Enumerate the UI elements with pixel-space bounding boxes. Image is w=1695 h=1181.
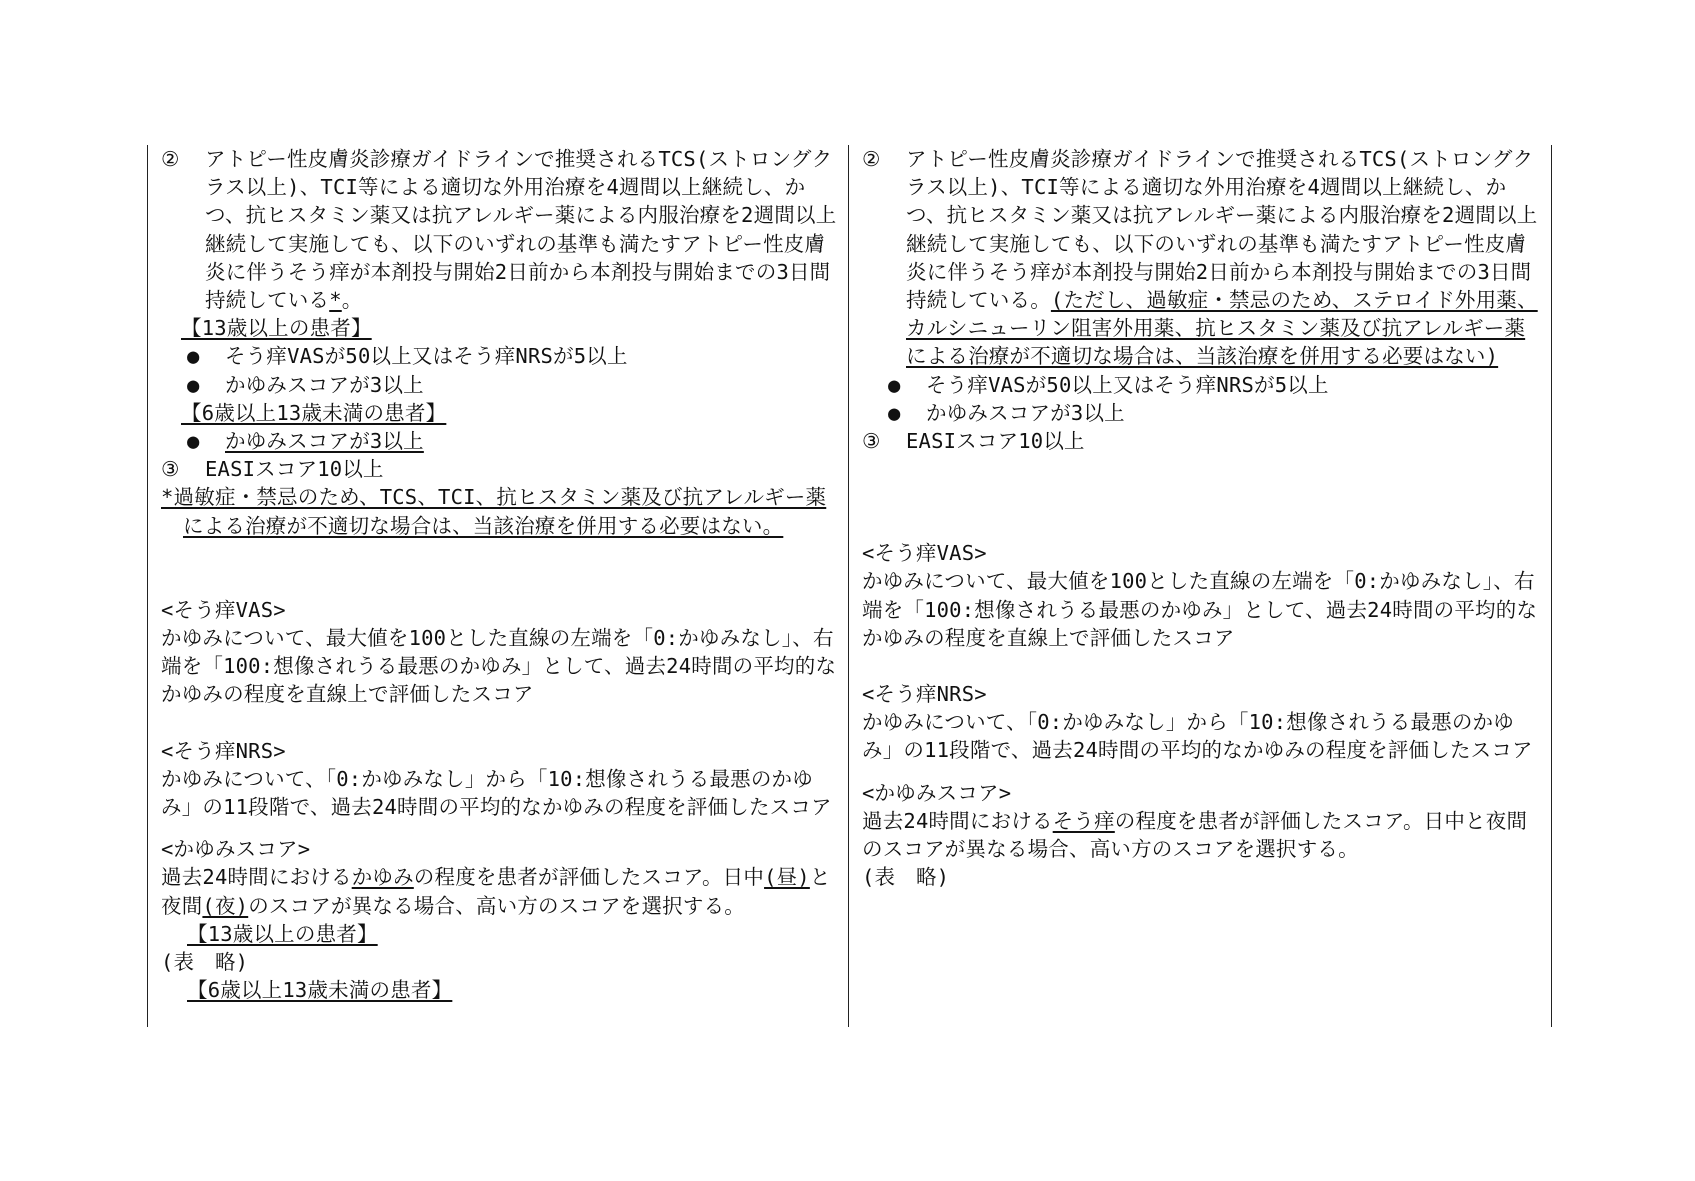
left-vas-title: <そう痒VAS> (161, 597, 286, 622)
right-item-2: ② アトピー性皮膚炎診療ガイドラインで推奨されるTCS(ストロングクラス以上)、TCI等による適切な外用治療を4週間以上継続し、かつ、抗ヒスタミン薬又は抗アレルギー薬による内服治療を2週間以上継続して実施しても、以下のいずれの基準も満たすアトピー性皮膚炎に伴うそう痒が本剤投与開始2日前から本剤投与開始までの3日間持続している。(ただし、過敏症・禁忌のため、ステロイド外用薬、カルシニューリン阻害外用薬、抗ヒスタミン薬及び抗アレルギー薬による治療が不適切な場合は、当該治療を併用する必要はない) (862, 147, 1538, 369)
left-column (161, 145, 841, 1027)
left-item-2-end: 。 (341, 288, 363, 313)
right-item-2-note: (ただし、過敏症・禁忌のため、ステロイド外用薬、カルシニューリン阻害外用薬、抗ヒスタミン薬及び抗アレルギー薬による治療が不適切な場合は、当該治療を併用する必要はない) (906, 288, 1538, 369)
left-itch-group2: 【6歳以上13歳未満の患者】 (187, 978, 453, 1003)
bullet-icon: ● (187, 429, 200, 454)
left-item-2-asterisk: * (329, 288, 342, 313)
left-nrs-text: かゆみについて、「0:かゆみなし」から「10:想像されうる最悪のかゆみ」の11段階で、過去24時間の平均的なかゆみの程度を評価したスコア (161, 766, 832, 820)
left-item-2-text: アトピー性皮膚炎診療ガイドラインで推奨されるTCS(ストロングクラス以上)、TCI等による適切な外用治療を4週間以上継続し、かつ、抗ヒスタミン薬又は抗アレルギー薬による内服治療を2週間以上継続して実施しても、以下のいずれの基準も満たすアトピー性皮膚炎に伴うそう痒が本剤投与開始2日前から本剤投与開始までの3日間持続している (205, 147, 837, 313)
left-itch-group1: 【13歳以上の患者】 (187, 921, 378, 946)
bullet-icon: ● (187, 344, 200, 369)
right-column (862, 145, 1542, 1027)
left-group2-header: 【6歳以上13歳未満の患者】 (181, 400, 447, 425)
right-bullet: ● かゆみスコアが3以上 (862, 399, 1542, 427)
left-item-2 (161, 145, 841, 314)
left-group2-bullet: ● かゆみスコアが3以上 (161, 427, 841, 455)
right-vas-text: かゆみについて、最大値を100とした直線の左端を「0:かゆみなし」、右端を「100:想像されうる最悪のかゆみ」として、過去24時間の平均的なかゆみの程度を直線上で評価したスコア (862, 569, 1538, 650)
right-bullet: ● そう痒VASが50以上又はそう痒NRSが5以上 (862, 371, 1542, 399)
table-divider (848, 145, 849, 1027)
bullet-icon: ● (187, 372, 200, 397)
left-group1-bullet: ● そう痒VASが50以上又はそう痒NRSが5以上 (161, 342, 841, 370)
left-item-3: ③ EASIスコア10以上 (161, 457, 384, 482)
left-footnote: *過敏症・禁忌のため、TCS、TCI、抗ヒスタミン薬及び抗アレルギー薬による治療が不適切な場合は、当該治療を併用する必要はない。 (161, 485, 827, 538)
left-nrs-title: <そう痒NRS> (161, 738, 286, 763)
left-group1-bullet: ● かゆみスコアが3以上 (161, 371, 841, 399)
left-table-omitted: (表 略) (161, 950, 249, 975)
left-item-2-mark: ② (161, 147, 180, 171)
left-group1-header: 【13歳以上の患者】 (181, 316, 372, 341)
right-nrs-title: <そう痒NRS> (862, 682, 987, 707)
right-nrs-text: かゆみについて、「0:かゆみなし」から「10:想像されうる最悪のかゆみ」の11段階で、過去24時間の平均的なかゆみの程度を評価したスコア (862, 710, 1533, 763)
left-vas-text: かゆみについて、最大値を100とした直線の左端を「0:かゆみなし」、右端を「100:想像されうる最悪のかゆみ」として、過去24時間の平均的なかゆみの程度を直線上で評価したスコア (161, 626, 837, 707)
bullet-icon: ● (888, 400, 901, 425)
right-itch-title: <かゆみスコア> (862, 780, 1012, 805)
right-vas-title: <そう痒VAS> (862, 541, 987, 566)
comparison-table (147, 145, 1552, 1027)
right-item-2-text: アトピー性皮膚炎診療ガイドラインで推奨されるTCS(ストロングクラス以上)、TCI等による適切な外用治療を4週間以上継続し、かつ、抗ヒスタミン薬又は抗アレルギー薬による内服治療を2週間以上継続して実施しても、以下のいずれの基準も満たすアトピー性皮膚炎に伴うそう痒が本剤投与開始2日前から本剤投与開始までの3日間持続している。 (906, 147, 1538, 313)
table-border-right (1551, 145, 1552, 1027)
table-border-left (147, 145, 148, 1027)
right-table-omitted: (表 略) (862, 865, 950, 890)
right-itch-text: 過去24時間におけるそう痒の程度を患者が評価したスコア。日中と夜間のスコアが異なる場合、高い方のスコアを選択する。 (862, 808, 1528, 862)
left-itch-title: <かゆみスコア> (161, 837, 311, 862)
left-itch-text: 過去24時間におけるかゆみの程度を患者が評価したスコア。日中(昼)と夜間(夜)のスコアが異なる場合、高い方のスコアを選択する。 (161, 865, 831, 918)
right-item-3: ③ EASIスコア10以上 (862, 429, 1085, 454)
bullet-icon: ● (888, 372, 901, 397)
